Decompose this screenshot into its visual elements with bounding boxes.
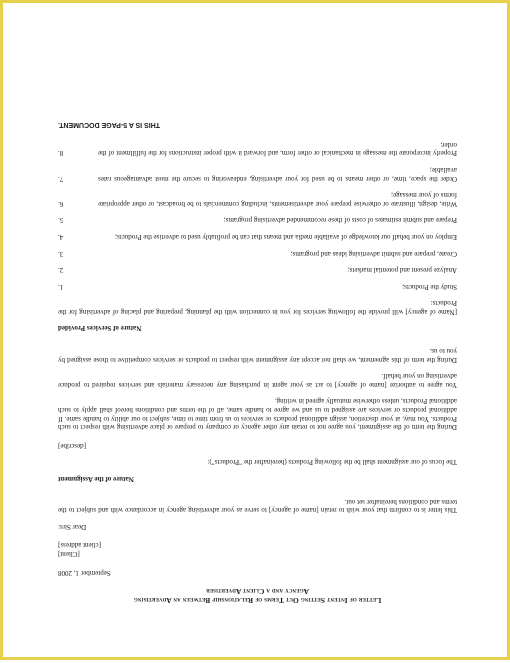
client-address-block: [58, 541, 457, 558]
title-line-2: Agency and a Client Advertiser: [205, 586, 310, 596]
list-item: [58, 282, 457, 291]
list-item-text: Order the space, time, or other means to be used for your advertising, endeavoring to secure the most advantageous rates available;: [98, 165, 457, 183]
intro-paragraph: This letter is to confirm that your wish to retain [name of agency] to serve as your advertising agency in accordance with and subject to the terms and conditions hereinafter set out.: [58, 497, 457, 515]
list-item: [58, 249, 457, 258]
services-list: [58, 140, 457, 291]
list-item: [58, 191, 457, 208]
list-item-text: Employ on your behalf our knowledge of available media and means that can be profitably used to advertise the Products;: [115, 232, 457, 241]
list-item-text: Prepare and submit estimates of costs of these recommended advertising programs;: [223, 216, 457, 225]
list-item: [58, 140, 457, 157]
section-heading-services: Nature of Services Provided: [58, 324, 142, 333]
client-address: [client address]: [58, 541, 101, 550]
section-heading-assignment: Nature of the Assignment: [58, 475, 134, 484]
list-item-number: 3.: [58, 249, 64, 258]
list-item-text: Analyze present and potential markets;: [347, 266, 457, 275]
list-item-text: Study the Products;: [402, 282, 457, 291]
letter-body: [58, 120, 457, 605]
list-item: [58, 216, 457, 225]
letter-date: September 1, 2008: [58, 568, 111, 577]
title-line-1: Letter of Intent Setting Out Terms of Relationship Between an Advertising: [133, 596, 382, 605]
page-count-notice: THIS IS A 5-PAGE DOCUMENT.: [58, 121, 161, 129]
list-item-number: 7.: [58, 174, 64, 183]
assignment-lead: The focus of our assignment shall be the following Products (hereinafter the "Products"):: [207, 458, 457, 467]
list-item-text: Properly incorporate the message in mechanical or other form, and forward it with proper instructions for the fulfillment of the order;: [98, 140, 457, 158]
list-item: [58, 165, 457, 182]
list-item: [58, 232, 457, 241]
list-item-number: 6.: [58, 199, 64, 208]
list-item-text: Write, design, illustrate or otherwise prepare your advertisements, including commercials to be broadcast, or other appropriate forms of your message;: [98, 191, 457, 208]
document-title: [58, 587, 457, 605]
assignment-paragraph-3: During the term of this agreement, we shall not accept any assignment with respect to products or services competitive to those assigned by you to us.: [58, 347, 457, 364]
describe-placeholder: [describe]: [58, 441, 86, 450]
assignment-paragraph-2: You agree to authorize [name of agency] to act as your agent in purchasing any necessary materials and services required to produce advertising on your behalf.: [58, 372, 457, 389]
list-item: [58, 266, 457, 275]
rotated-page: [3, 3, 510, 663]
list-item-number: 4.: [58, 232, 64, 241]
assignment-paragraph-1: During the term of the assignment, you agree not to retain any other agency or company to prepare or place advertising with respect to such Products. You may, at your discretion, assign additional products or services to us from time to time, subject to our ability to handle same. If additional products or services are assigned to us and we agree to handle same, all of the terms and conditions hereof shall apply to such additional Products, unless otherwise mutually agreed in writing.: [58, 397, 457, 432]
client-name: [Client]: [58, 550, 80, 558]
list-item-number: 8.: [58, 149, 64, 158]
list-item-number: 5.: [58, 216, 64, 225]
salutation: Dear Sirs:: [58, 522, 87, 531]
services-lead: [Name of agency] will provide the following services for you in connection with the planning, preparing and placing of advertising for the Products:: [58, 299, 457, 316]
list-item-text: Create, prepare and submit advertising ideas and programs;: [290, 249, 457, 258]
list-item-number: 1.: [58, 282, 64, 291]
list-item-number: 2.: [58, 266, 64, 275]
